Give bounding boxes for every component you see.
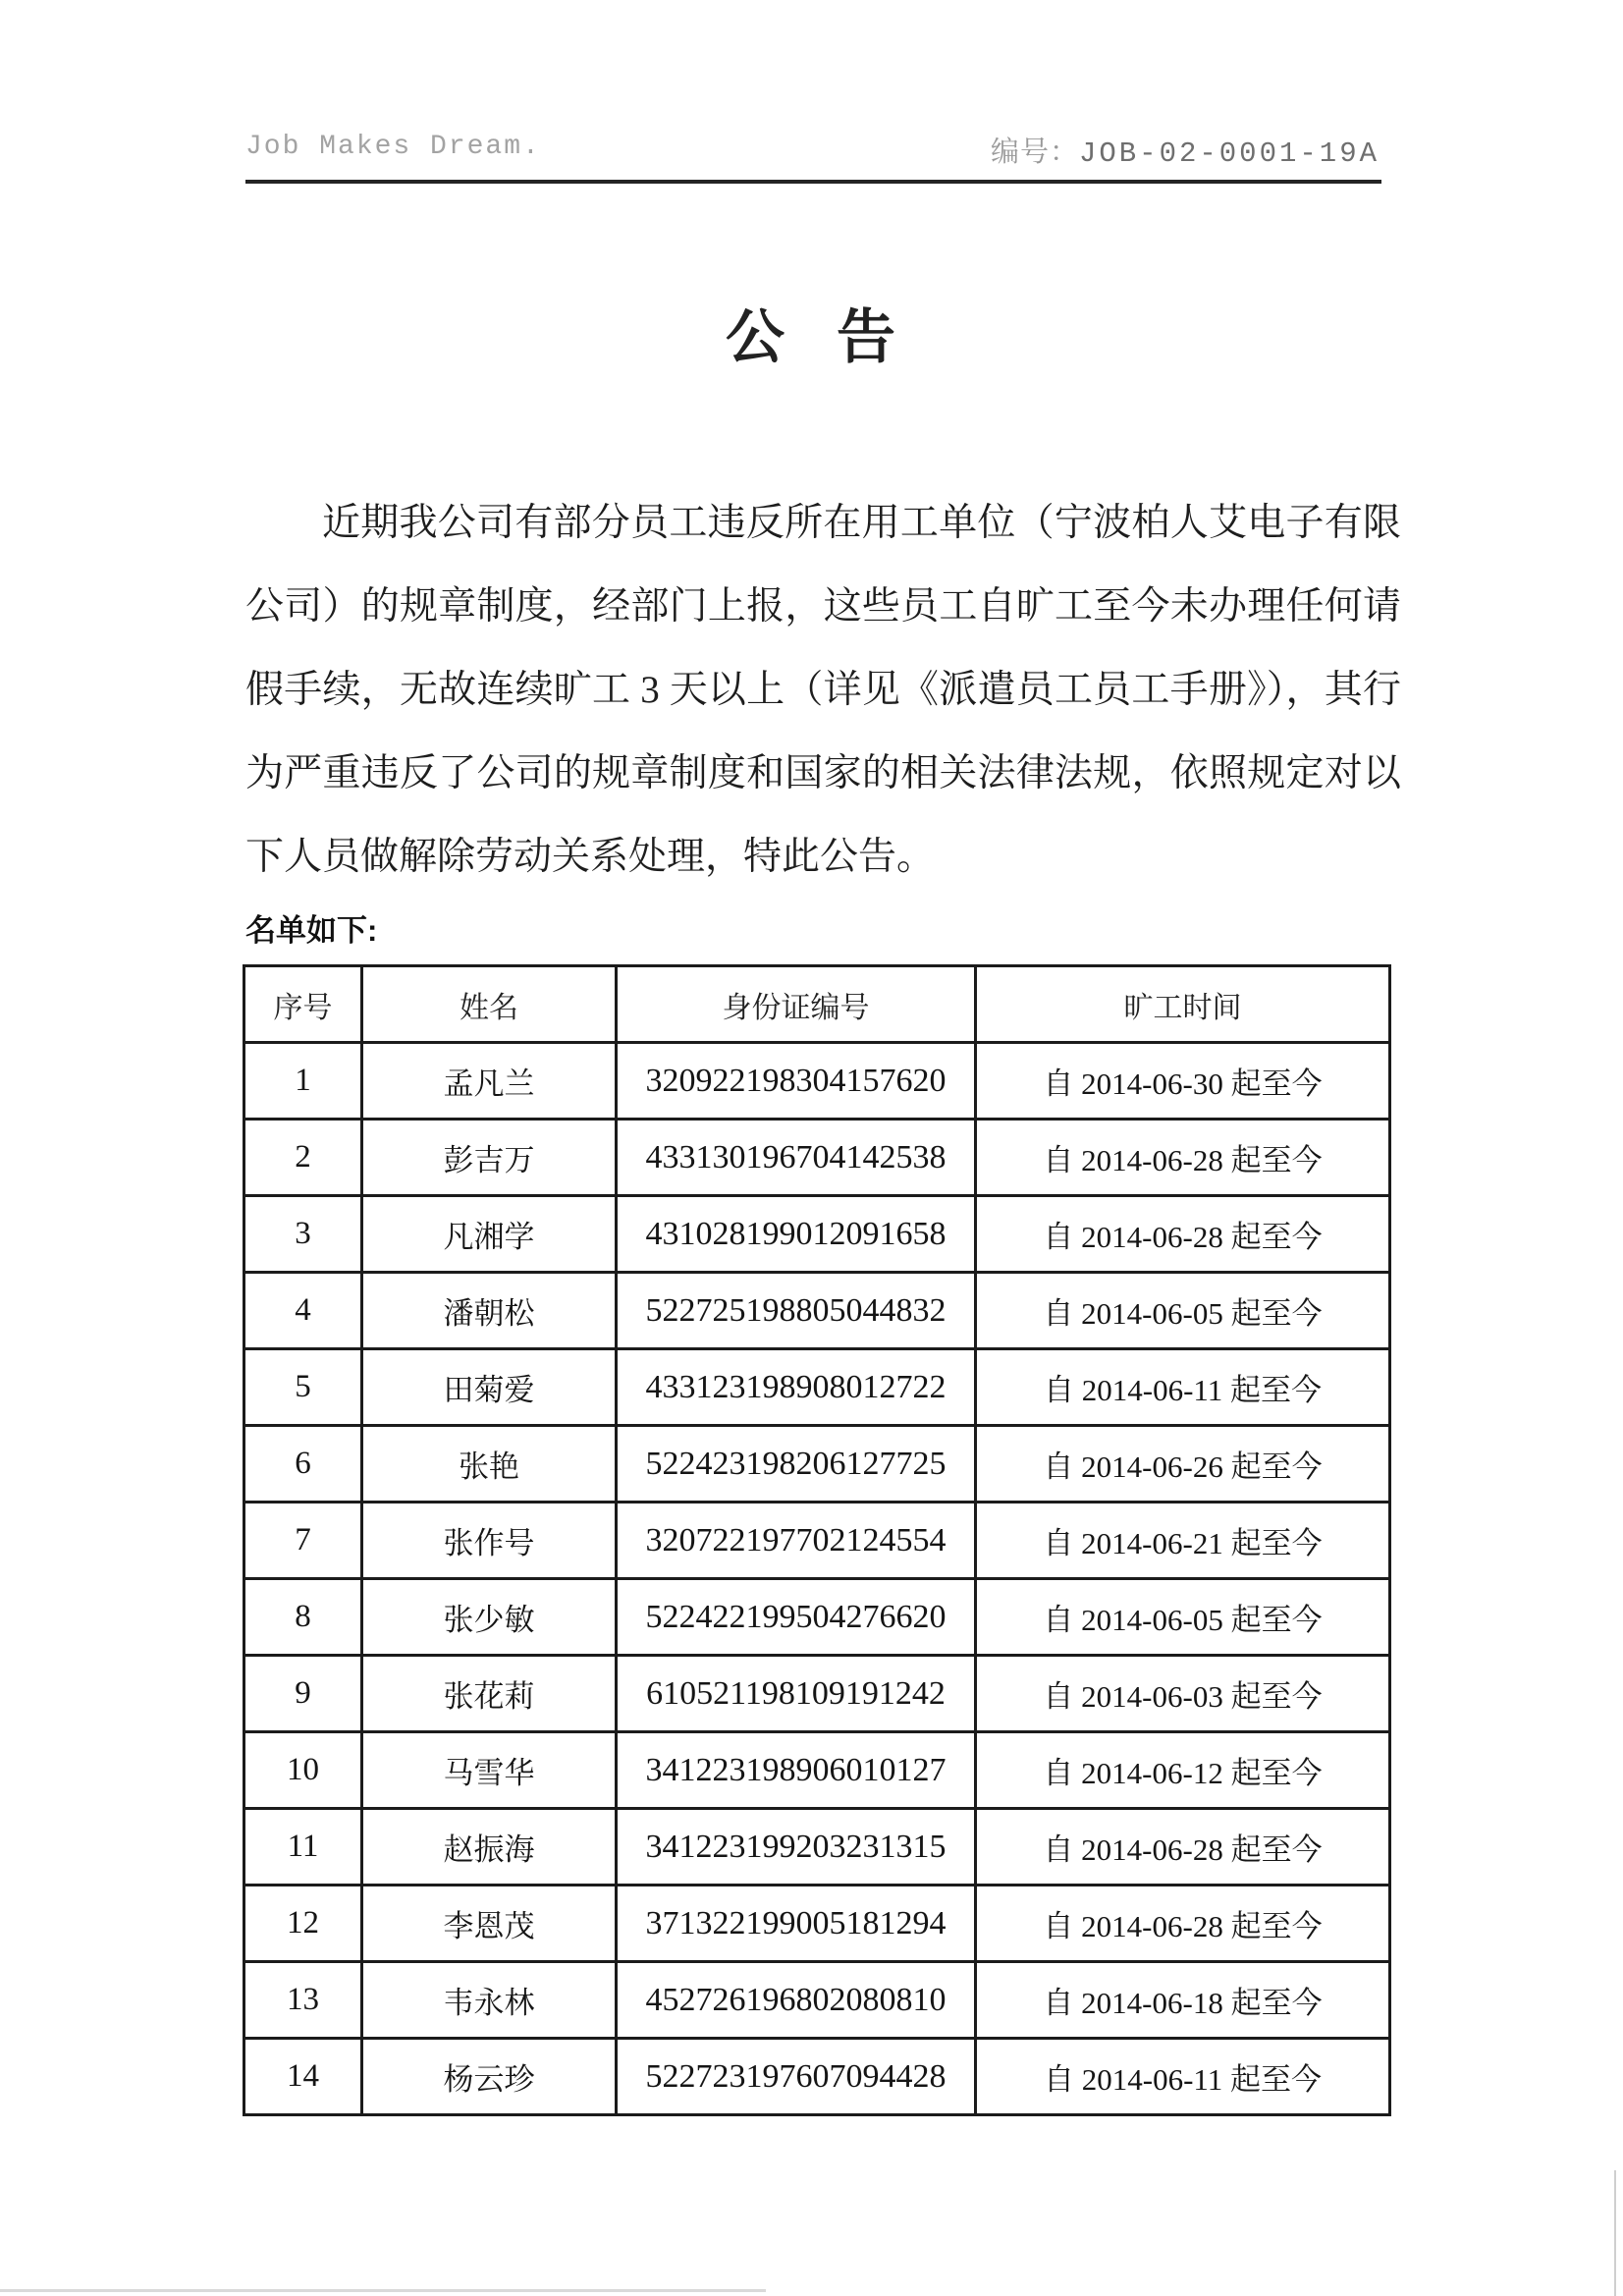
cell-id-number: 341223198906010127 (617, 1732, 976, 1809)
cell-absence-time: 自 2014-06-05 起至今 (976, 1273, 1390, 1349)
cell-name: 张少敏 (362, 1579, 617, 1656)
cell-absence-time: 自 2014-06-11 起至今 (976, 2039, 1390, 2115)
announcement-body (245, 481, 1401, 899)
header-doc-number (991, 130, 1380, 170)
cell-index: 13 (244, 1962, 362, 2039)
cell-absence-time: 自 2014-06-28 起至今 (976, 1809, 1390, 1886)
cell-absence-time: 自 2014-06-03 起至今 (976, 1656, 1390, 1732)
cell-id-number: 320922198304157620 (617, 1043, 976, 1120)
table-header-row (244, 966, 1390, 1043)
list-label: 名单如下: (245, 913, 378, 948)
table-row (244, 1732, 1390, 1809)
cell-absence-time: 自 2014-06-28 起至今 (976, 1196, 1390, 1273)
scan-artifact-bottom-line (0, 2289, 766, 2292)
cell-name: 张艳 (362, 1426, 617, 1503)
table-row (244, 1962, 1390, 2039)
cell-name: 李恩茂 (362, 1886, 617, 1962)
column-header-name: 姓名 (362, 966, 617, 1043)
cell-index: 11 (244, 1809, 362, 1886)
table-body (244, 1043, 1390, 2115)
cell-id-number: 371322199005181294 (617, 1886, 976, 1962)
table-row (244, 1196, 1390, 1273)
cell-name: 凡湘学 (362, 1196, 617, 1273)
table-row (244, 1273, 1390, 1349)
column-header-absence-time: 旷工时间 (976, 966, 1390, 1043)
cell-id-number: 522723197607094428 (617, 2039, 976, 2115)
cell-id-number: 522725198805044832 (617, 1273, 976, 1349)
cell-id-number: 320722197702124554 (617, 1503, 976, 1579)
cell-index: 6 (244, 1426, 362, 1503)
body-line: 下人员做解除劳动关系处理，特此公告。 (245, 836, 936, 878)
doc-number-label: 编号： (990, 137, 1079, 168)
cell-index: 4 (244, 1273, 362, 1349)
doc-number-value: JOB-02-0001-19A (1078, 137, 1380, 170)
cell-index: 10 (244, 1732, 362, 1809)
cell-index: 1 (244, 1043, 362, 1120)
table-row (244, 1886, 1390, 1962)
cell-id-number: 341223199203231315 (617, 1809, 976, 1886)
cell-name: 赵振海 (362, 1809, 617, 1886)
cell-id-number: 433123198908012722 (617, 1349, 976, 1426)
cell-index: 8 (244, 1579, 362, 1656)
cell-index: 12 (244, 1886, 362, 1962)
cell-id-number: 522423198206127725 (617, 1426, 976, 1503)
cell-id-number: 452726196802080810 (617, 1962, 976, 2039)
table-row (244, 2039, 1390, 2115)
cell-absence-time: 自 2014-06-28 起至今 (976, 1886, 1390, 1962)
body-line: 假手续，无故连续旷工 3 天以上（详见《派遣员工员工手册》），其行 (245, 669, 1401, 711)
column-header-index: 序号 (244, 966, 362, 1043)
column-header-id-number: 身份证编号 (617, 966, 976, 1043)
cell-index: 2 (244, 1120, 362, 1196)
cell-index: 7 (244, 1503, 362, 1579)
table-row (244, 1043, 1390, 1120)
cell-absence-time: 自 2014-06-05 起至今 (976, 1579, 1390, 1656)
cell-absence-time: 自 2014-06-26 起至今 (976, 1426, 1390, 1503)
cell-index: 14 (244, 2039, 362, 2115)
page-title: 公 告 (726, 305, 897, 370)
table-row (244, 1809, 1390, 1886)
cell-name: 张花莉 (362, 1656, 617, 1732)
cell-absence-time: 自 2014-06-11 起至今 (976, 1349, 1390, 1426)
cell-name: 田菊爱 (362, 1349, 617, 1426)
header-slogan: Job Makes Dream. (245, 132, 541, 162)
scan-artifact-right-line (1614, 2170, 1616, 2296)
table-row (244, 1503, 1390, 1579)
cell-index: 3 (244, 1196, 362, 1273)
cell-id-number: 433130196704142538 (617, 1120, 976, 1196)
cell-name: 孟凡兰 (362, 1043, 617, 1120)
body-line: 公司）的规章制度，经部门上报，这些员工自旷工至今未办理任何请 (245, 585, 1401, 628)
roster-table (243, 964, 1391, 2116)
table-row (244, 1656, 1390, 1732)
cell-absence-time: 自 2014-06-12 起至今 (976, 1732, 1390, 1809)
cell-index: 5 (244, 1349, 362, 1426)
table-row (244, 1120, 1390, 1196)
cell-absence-time: 自 2014-06-21 起至今 (976, 1503, 1390, 1579)
cell-name: 潘朝松 (362, 1273, 617, 1349)
cell-name: 杨云珍 (362, 2039, 617, 2115)
cell-id-number: 610521198109191242 (617, 1656, 976, 1732)
cell-index: 9 (244, 1656, 362, 1732)
cell-name: 彭吉万 (362, 1120, 617, 1196)
cell-absence-time: 自 2014-06-30 起至今 (976, 1043, 1390, 1120)
cell-id-number: 522422199504276620 (617, 1579, 976, 1656)
body-line: 近期我公司有部分员工违反所在用工单位（宁波柏人艾电子有限 (322, 502, 1401, 544)
body-line: 为严重违反了公司的规章制度和国家的相关法律法规，依照规定对以 (245, 752, 1401, 794)
cell-id-number: 431028199012091658 (617, 1196, 976, 1273)
cell-name: 韦永林 (362, 1962, 617, 2039)
cell-name: 张作号 (362, 1503, 617, 1579)
table-row (244, 1349, 1390, 1426)
header-rule (245, 180, 1381, 184)
cell-absence-time: 自 2014-06-28 起至今 (976, 1120, 1390, 1196)
table-row (244, 1579, 1390, 1656)
table-row (244, 1426, 1390, 1503)
cell-name: 马雪华 (362, 1732, 617, 1809)
cell-absence-time: 自 2014-06-18 起至今 (976, 1962, 1390, 2039)
